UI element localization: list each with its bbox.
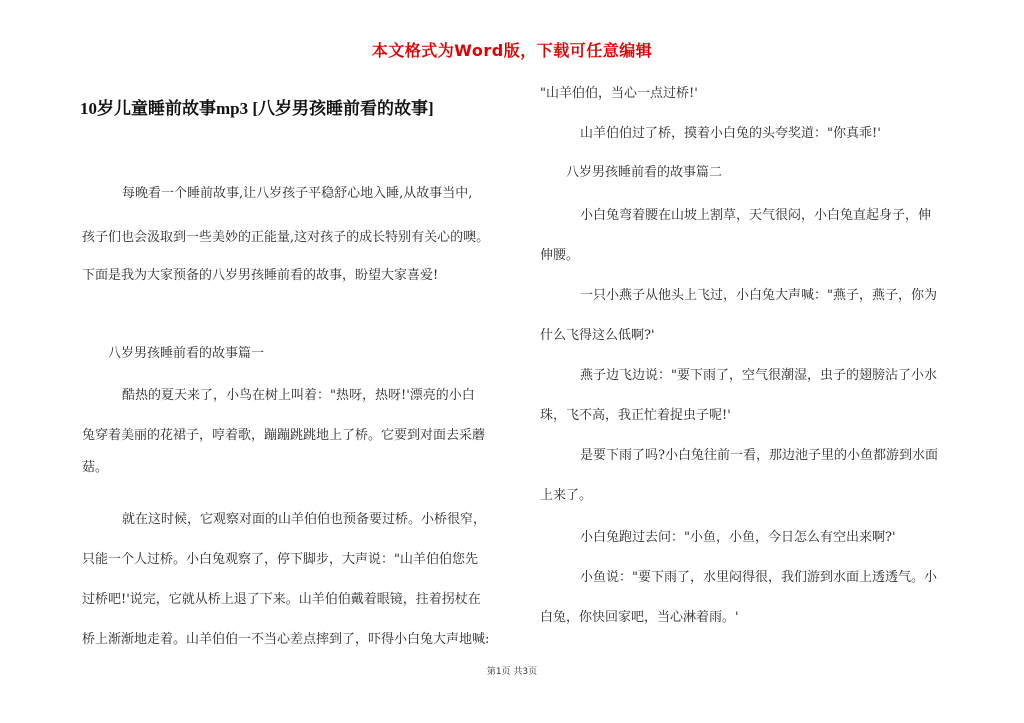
text-line: 下面是我为大家预备的八岁男孩睡前看的故事，盼望大家喜爱! — [82, 268, 439, 283]
story-paragraph — [540, 286, 960, 346]
left-column — [82, 0, 522, 723]
text-line: 小白兔弯着腰在山坡上割草，天气很闷，小白兔直起身子，伸 — [580, 208, 932, 223]
text-line: 白兔，你快回家吧，当心淋着雨。' — [540, 610, 739, 625]
page-title: 10岁儿童睡前故事mp3 [八岁男孩睡前看的故事] — [80, 99, 434, 118]
text-line: 过桥吧!'说完，它就从桥上退了下来。山羊伯伯戴着眼镜，拄着拐杖在 — [82, 592, 481, 607]
section-heading-2 — [540, 163, 960, 183]
text-line: 燕子边飞边说："要下雨了，空气很潮湿，虫子的翅膀沾了小水 — [580, 368, 937, 383]
story-paragraph — [540, 446, 960, 506]
story-paragraph-2 — [82, 510, 522, 650]
intro-paragraph — [82, 184, 522, 286]
page-number: 第1页 共3页 — [486, 667, 538, 677]
text-line: 每晚看一个睡前故事,让八岁孩子平稳舒心地入睡,从故事当中, — [122, 186, 473, 201]
text-line: 孩子们也会汲取到一些美妙的正能量,这对孩子的成长特别有关心的噢。 — [82, 230, 490, 245]
text-line: "山羊伯伯，当心一点过桥!' — [540, 86, 698, 101]
story-line — [540, 84, 960, 104]
story-paragraph — [540, 366, 960, 426]
text-line: 小白兔跑过去问："小鱼，小鱼，今日怎么有空出来啊?' — [580, 530, 896, 545]
text-line: 小鱼说："要下雨了，水里闷得很，我们游到水面上透透气。小 — [580, 570, 937, 585]
story-paragraph — [540, 206, 960, 266]
text-line: 酷热的夏天来了，小鸟在树上叫着："热呀，热呀!'漂亮的小白 — [122, 388, 475, 403]
text-line: 什么飞得这么低啊?' — [540, 328, 655, 343]
story-paragraph — [540, 124, 960, 144]
heading-text: 八岁男孩睡前看的故事篇二 — [566, 165, 723, 180]
story-paragraph — [540, 568, 960, 628]
text-line: 是要下雨了吗?小白兔往前一看，那边池子里的小鱼都游到水面 — [580, 448, 938, 463]
right-column — [540, 0, 960, 723]
text-line: 山羊伯伯过了桥，摸着小白兔的头夸奖道："你真乖!' — [580, 126, 881, 141]
text-line: 桥上渐渐地走着。山羊伯伯一不当心差点摔到了，吓得小白兔大声地喊: — [82, 632, 490, 647]
text-line: 兔穿着美丽的花裙子，哼着歌，蹦蹦跳跳地上了桥。它要到对面去采蘑 — [82, 428, 486, 443]
heading-text: 八岁男孩睡前看的故事篇一 — [108, 346, 265, 361]
edit-notice-banner: 本文格式为Word版，下载可任意编辑 — [371, 41, 653, 60]
text-line: 菇。 — [82, 460, 109, 475]
text-line: 一只小燕子从他头上飞过，小白兔大声喊："燕子，燕子，你为 — [580, 288, 937, 303]
text-line: 上来了。 — [540, 488, 593, 503]
story-paragraph-1 — [82, 386, 522, 478]
story-paragraph — [540, 528, 960, 548]
text-line: 就在这时候，它观察对面的山羊伯伯也预备要过桥。小桥很窄， — [122, 512, 487, 527]
text-line: 伸腰。 — [540, 248, 580, 263]
section-heading-1 — [82, 344, 522, 364]
text-line: 只能一个人过桥。小白兔观察了，停下脚步，大声说："山羊伯伯您先 — [82, 552, 478, 567]
text-line: 珠，飞不高，我正忙着捉虫子呢!' — [540, 408, 731, 423]
